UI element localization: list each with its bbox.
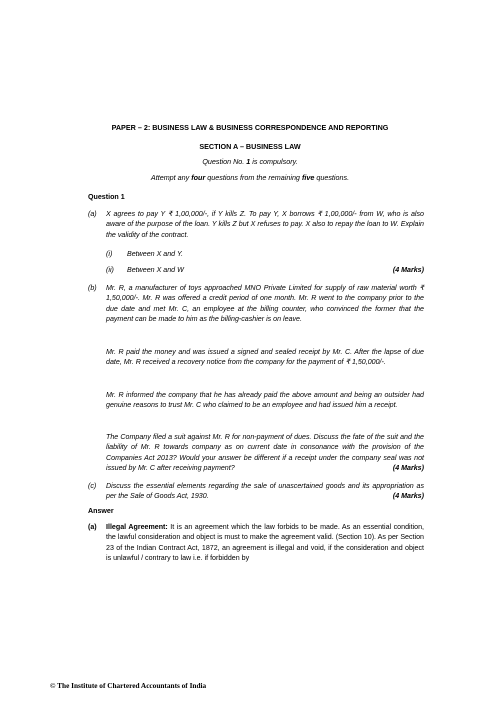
- question-a-label: (a): [88, 210, 97, 218]
- question-a-sub-i-label: (i): [106, 250, 113, 258]
- question-b-marks: (4 Marks): [392, 464, 424, 473]
- question-c-text: Discuss the essential elements regarding the sale of unascertained goods and its appropriation as per the Sale of Goods Act, 1930. (4 Marks): [106, 482, 424, 501]
- question-a-sub-i-text: Between X and Y.: [127, 250, 184, 258]
- question-heading: Question 1: [88, 193, 125, 201]
- instruction-attempt: Attempt any four questions from the remaining five questions.: [150, 173, 350, 182]
- answer-a-text: Illegal Agreement: It is an agreement which the law forbids to be made. As an essential condition, the lawful consideration and object is must to make the agreement valid. (Section 10). As per Section 23 of the Indian Contract Act, 1872, an agreement is illegal and void, if the consideration and object is unlawful / contrary to law i.e. if forbidden by: [106, 523, 424, 563]
- question-a-marks: (4 Marks): [392, 266, 424, 274]
- paper-title: PAPER – 2: BUSINESS LAW & BUSINESS CORRESPONDENCE AND REPORTING: [111, 123, 389, 132]
- question-a-text: X agrees to pay Y ₹ 1,00,000/-, if Y kills Z. To pay Y, X borrows ₹ 1,00,000/- from W, who is also aware of the purpose of the loan. Y kills Z but X refuses to pay. X also to repay the loan to W. Explain the validity of the contract.: [106, 210, 424, 239]
- instruction-compulsory: Question No. 1 is compulsory.: [202, 157, 298, 166]
- question-b-label: (b): [88, 284, 97, 292]
- question-c-marks: (4 Marks): [392, 492, 424, 501]
- question-b-paragraph-1: Mr. R, a manufacturer of toys approached MNO Private Limited for supply of raw material worth ₹ 1,50,000/-. Mr. R was offered a credit period of one month. Mr. R went to the company prior to the due date and met Mr. C, an employee at the billing counter, who convinced the former that the payment can be made to him as the billing-cashier is on leave.: [106, 284, 424, 324]
- question-a-sub-ii-label: (ii): [106, 266, 114, 274]
- question-b-paragraph-2: Mr. R paid the money and was issued a signed and sealed receipt by Mr. C. After the lapse of due date, Mr. R received a recovery notice from the company for the payment of ₹ 1,50,000/-.: [106, 348, 424, 367]
- answer-heading: Answer: [88, 507, 114, 515]
- question-b-paragraph-3: Mr. R informed the company that he has already paid the above amount and being an outsider had genuine reasons to trust Mr. C who claimed to be an employee and had issued him a receipt.: [106, 391, 424, 410]
- question-c-label: (c): [88, 482, 97, 490]
- answer-a-label: (a): [88, 523, 97, 531]
- question-a-sub-ii-row: [127, 265, 424, 275]
- section-title: SECTION A – BUSINESS LAW: [199, 142, 301, 151]
- footer-copyright: © The Institute of Chartered Accountants of India: [50, 681, 207, 690]
- question-a-sub-ii-text: Between X and W: [127, 266, 184, 274]
- question-b-paragraph-4: The Company filed a suit against Mr. R for non-payment of dues. Discuss the fate of the suit and the liability of Mr. R towards company as on current date in consonance with the provision of the Companies Act 2013? Would your answer be different if a receipt under the company seal was not issued by Mr. C after receiving payment? (4 Marks): [106, 433, 424, 473]
- answer-a-title: Illegal Agreement:: [106, 523, 168, 531]
